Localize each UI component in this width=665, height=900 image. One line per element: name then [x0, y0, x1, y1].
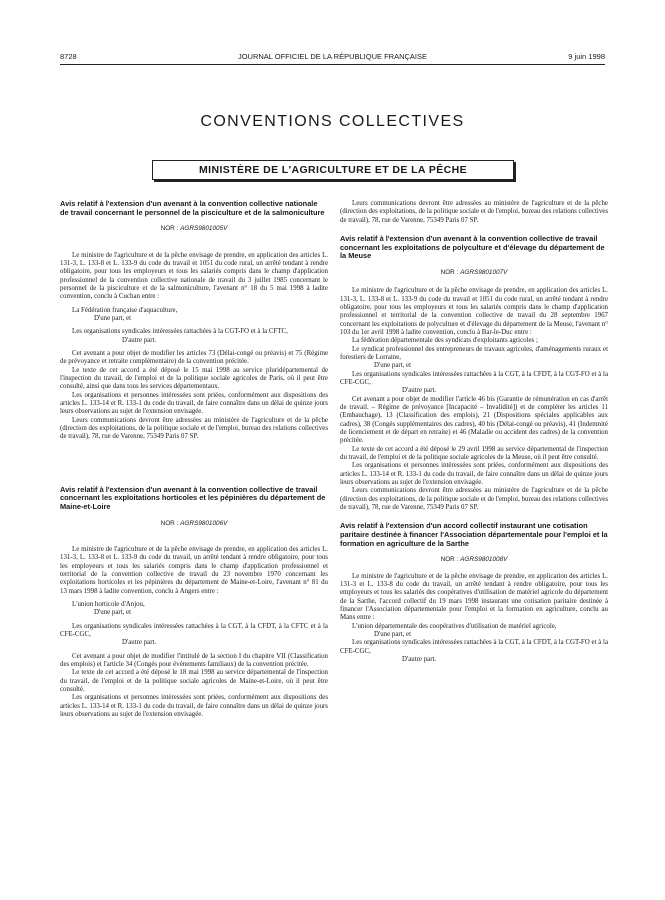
party: La fédération départementale des syndicats d'exploitants agricoles ;: [352, 337, 538, 345]
notice-title: Avis relatif à l'extension d'un avenant à la convention collective de travail concernant les exploitations de polyculture et d'élevage du département de la Meuse: [340, 234, 605, 261]
paragraph: Les organisations et personnes intéressées sont priées, conformément aux dispositions des articles L. 133-14 et R. 133-1 du code du travail, de faire connaître dans un délai de quinze jours leurs observations au sujet de l'extension envisagée.: [340, 462, 608, 487]
notice-title: Avis relatif à l'extension d'un avenant à la convention collective de travail concernant les exploitations horticoles et les pépinières du département de Maine-et-Loire: [60, 484, 326, 511]
party-marker: D'une part, et: [374, 630, 412, 638]
main-title: CONVENTIONS COLLECTIVES: [200, 113, 465, 130]
party: La Fédération française d'aquaculture,: [72, 306, 178, 314]
nor-code: AGRS9801006V: [180, 519, 228, 527]
notice-pisciculture: [60, 200, 328, 442]
party-marker: D'une part, et: [374, 362, 412, 370]
issue-date: 9 juin 1998: [568, 52, 605, 61]
party: Les organisations syndicales intéressées rattachées à la CGT, à la CFDT, à la CFTC et à la CFE-CGC,: [60, 622, 328, 638]
paragraph: Cet avenant a pour objet de modifier l'intitulé de la section I du chapitre VII (Classification des emplois) et l'article 34 (Congés pour événements familiaux) de la convention précitée.: [60, 652, 328, 668]
party-marker: D'autre part.: [402, 656, 437, 663]
nor-label: NOR :: [440, 556, 459, 564]
paragraph: Le ministre de l'agriculture et de la pêche envisage de prendre, en application des articles L. 131-3, L. 133-8 et L. 133-9 du code du travail, un arrêté tendant à rendre obligatoire, pour tous les employeurs et tous les salariés compris dans le champ d'application professionnel et territorial de la convention collective de travail du 23 novembre 1970 concernant les exploitations horticoles et les pépinières du département de Maine-et-Loire, l'avenant n° 81 du 13 mars 1998 à ladite convention, conclu à Angers entre :: [60, 545, 328, 595]
nor-code: AGRS9801008V: [460, 556, 508, 564]
left-column: [60, 200, 328, 719]
nor-label: NOR :: [160, 225, 179, 233]
nor-code: AGRS9801005V: [180, 225, 228, 233]
party: Les organisations syndicales intéressées rattachées à la CGT, à la CFDT, à la CGT-FO et à la CFE-CGC,: [340, 370, 608, 386]
paragraph: Les organisations et personnes intéressées sont priées, conformément aux dispositions des articles L. 133-14 et R. 133-1 du code du travail, de faire connaître dans un délai de quinze jours leurs observations au sujet de l'extension envisagée.: [60, 694, 328, 719]
paragraph: Leurs communications devront être adressées au ministère de l'agriculture et de la pêche (direction des exploitations, de la politique sociale et de l'emploi, bureau des relations collectives de travail), 78, rue de Varenne, 75349 Paris 07 SP.: [340, 487, 608, 512]
paragraph: Le texte de cet accord a été déposé le 15 mai 1998 au service pluridépartemental de l'inspection du travail, de l'emploi et de la politique sociale agricoles de Paris, où il peut être consulté, ainsi que dans tous les services départementaux.: [60, 366, 328, 391]
party: Les organisations syndicales intéressées rattachées à la CGT-FO et à la CFTC,: [72, 328, 288, 336]
notice-horticulture: [60, 486, 328, 720]
notice-title: Avis relatif à l'extension d'un avenant à la convention collective nationale de travail concernant le personnel de la pisciculture et de la salmoniculture: [60, 199, 325, 217]
nor-reference: [340, 556, 608, 564]
paragraph: Cet avenant a pour objet de modifier les articles 73 (Délai-congé ou préavis) et 75 (Régime de prévoyance et retraite complémentaire) de la convention précitée.: [60, 349, 328, 366]
party: L'union départementale des coopératives d'utilisation de matériel agricole,: [352, 622, 557, 630]
party: L'union horticole d'Anjou,: [72, 600, 145, 608]
party: Le syndicat professionnel des entrepreneurs de travaux agricoles, d'aménagements ruraux et forestiers de Lorraine,: [340, 345, 608, 361]
paragraph: Leurs communications devront être adressées au ministère de l'agriculture et de la pêche (direction des exploitations, de la politique sociale et de l'emploi, bureau des relations collectives de travail), 78, rue de Varenne, 75349 Paris 07 SP.: [340, 200, 608, 224]
nor-reference: [60, 520, 328, 528]
notice-meuse: [340, 235, 608, 512]
nor-reference: [60, 225, 328, 233]
page-header: [60, 52, 605, 65]
paragraph: Le texte de cet accord a été déposé le 18 mai 1998 au service départemental de l'inspection du travail, de l'emploi et de la politique sociale agricoles de Maine-et-Loire, où il peut être consulté.: [60, 669, 328, 694]
nor-reference: [340, 269, 608, 277]
nor-code: AGRS9801007V: [460, 268, 508, 276]
nor-label: NOR :: [440, 268, 459, 276]
party-marker: D'autre part.: [122, 639, 157, 647]
paragraph: Leurs communications devront être adressées au ministère de l'agriculture et de la pêche (direction des exploitations, de la politique sociale et de l'emploi, bureau des relations collectives de travail), 78, rue de Varenne, 75349 Paris 07 SP.: [60, 416, 328, 441]
party-marker: D'autre part.: [122, 336, 157, 344]
party: Les organisations syndicales intéressées rattachées à la CGT, à la CFDT, à la CGT-FO et à la CFE-CGC,: [340, 639, 608, 655]
party-marker: D'une part, et: [94, 609, 132, 617]
paragraph: Le ministre de l'agriculture et de la pêche envisage de prendre, en application des articles L. 131-3 et L. 133-8 du code du travail, un arrêté tendant à rendre obligatoire, pour tous les employeurs et tous les salariés des coopératives d'utilisation de matériel agricole du département de la Sarthe, l'accord collectif du 19 mars 1998 instaurant une cotisation paritaire destinée à financer l'Association départementale pour l'emploi et la formation en agriculture, conclu au Mans entre :: [340, 572, 608, 622]
notice-title: Avis relatif à l'extension d'un accord collectif instaurant une cotisation paritaire destinée à financer l'Association départementale pour l'emploi et la formation en agriculture de la Sarthe: [340, 521, 608, 548]
notice-sarthe: [340, 522, 608, 664]
party-marker: D'une part, et: [94, 314, 132, 322]
paragraph: Le ministre de l'agriculture et de la pêche envisage de prendre, en application des articles L. 131-3, L. 133-8 et L. 133-9 du code du travail et 1051 du code rural, un arrêté tendant à rendre obligatoire, pour tous les employeurs et tous les salariés compris dans le champ d'application professionnel de la convention collective nationale de travail du 3 juillet 1985 concernant le personnel de la pisciculture et de la salmoniculture, l'avenant n° 18 du 5 mai 1998 à ladite convention, conclu à Cuchan entre :: [60, 251, 328, 301]
nor-label: NOR :: [160, 519, 179, 527]
paragraph: Cet avenant a pour objet de modifier l'article 46 bis (Garantie de rémunération en cas d'arrêt de travail. – Régime de prévoyance [Incapacité – Invalidité]) et de compléter les articles 11 (Embauchage), 13 (Classification des emplois), 21 (Dispositions spéciales applicables aux cadres), 38 (Congés supplémentaires des cadres), 40 bis (Délai-congé ou préavis), 41 (Indemnité de licenciement et de départ en retraite) et 46 (Maladie ou accident des cadres) de la convention précitée.: [340, 395, 608, 445]
paragraph: Les organisations et personnes intéressées sont priées, conformément aux dispositions des articles L. 133-14 et R. 133-1 du code du travail, de faire connaître dans un délai de quinze jours leurs observations au sujet de l'extension envisagée.: [60, 391, 328, 416]
ministry-banner: MINISTÈRE DE L'AGRICULTURE ET DE LA PÊCHE: [152, 160, 514, 180]
right-column: [340, 200, 608, 664]
party-marker: D'autre part.: [402, 387, 437, 395]
page-number: 8728: [60, 52, 77, 61]
paragraph: Le ministre de l'agriculture et de la pêche envisage de prendre, en application des articles L. 131-3, L. 133-8 et L. 133-9 du code du travail et 1051 du code rural, un arrêté tendant à rendre obligatoire, pour tous les employeurs et tous les salariés compris dans le champ d'application professionnel et territorial de la convention collective de travail du 28 septembre 1967 concernant les exploitations de polyculture et d'élevage du département de la Meuse, l'avenant n° 103 du 1er avril 1998 à ladite convention, conclu à Bar-le-Duc entre :: [340, 287, 608, 336]
paragraph: Le texte de cet accord a été déposé le 29 avril 1998 au service départemental de l'inspection du travail, de l'emploi et de la politique sociale agricoles de la Meuse, où il peut être consulté.: [340, 445, 608, 462]
journal-title: JOURNAL OFFICIEL DE LA RÉPUBLIQUE FRANÇAISE: [237, 52, 428, 61]
